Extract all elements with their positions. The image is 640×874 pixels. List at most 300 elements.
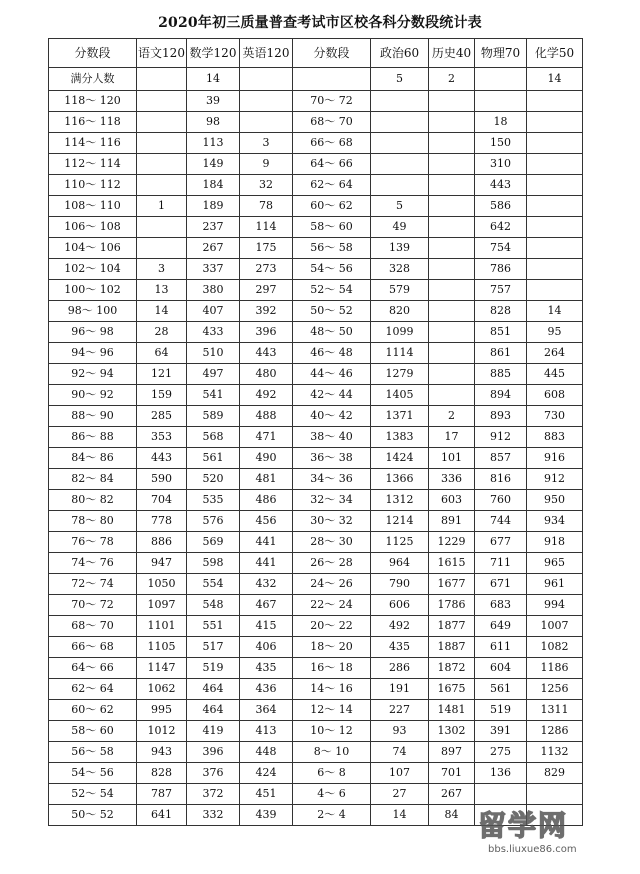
count-cell (371, 154, 429, 175)
count-cell: 332 (187, 805, 240, 826)
count-cell (429, 343, 475, 364)
count-cell (527, 112, 583, 133)
count-cell (371, 112, 429, 133)
score-range-cell: 60～ 62 (293, 196, 371, 217)
table-row (49, 364, 583, 385)
count-cell: 541 (187, 385, 240, 406)
count-cell: 5 (371, 196, 429, 217)
count-cell: 1286 (527, 721, 583, 742)
table-row (49, 322, 583, 343)
score-range-cell: 32～ 34 (293, 490, 371, 511)
count-cell: 237 (187, 217, 240, 238)
score-range-cell: 50～ 52 (49, 805, 137, 826)
score-range-cell: 48～ 50 (293, 322, 371, 343)
table-row (49, 553, 583, 574)
table-row (49, 511, 583, 532)
table-row (49, 658, 583, 679)
count-cell: 757 (475, 280, 527, 301)
count-cell: 380 (187, 280, 240, 301)
count-cell: 787 (137, 784, 187, 805)
count-cell: 711 (475, 553, 527, 574)
count-cell: 554 (187, 574, 240, 595)
header-english: 英语120 (240, 39, 293, 68)
count-cell: 598 (187, 553, 240, 574)
table-row (49, 532, 583, 553)
count-cell: 829 (527, 763, 583, 784)
count-cell: 994 (527, 595, 583, 616)
table-row (49, 91, 583, 112)
table-row (49, 301, 583, 322)
count-cell: 451 (240, 784, 293, 805)
count-cell: 1872 (429, 658, 475, 679)
count-cell: 1099 (371, 322, 429, 343)
score-range-cell: 54～ 56 (49, 763, 137, 784)
count-cell: 435 (371, 637, 429, 658)
header-chinese: 语文120 (137, 39, 187, 68)
count-cell: 1786 (429, 595, 475, 616)
count-cell (429, 217, 475, 238)
count-cell: 730 (527, 406, 583, 427)
score-range-cell: 40～ 42 (293, 406, 371, 427)
score-range-cell: 46～ 48 (293, 343, 371, 364)
score-range-cell: 38～ 40 (293, 427, 371, 448)
score-range-cell: 8～ 10 (293, 742, 371, 763)
score-range-cell: 94～ 96 (49, 343, 137, 364)
score-range-cell: 44～ 46 (293, 364, 371, 385)
table-row (49, 448, 583, 469)
count-cell: 943 (137, 742, 187, 763)
count-cell: 49 (371, 217, 429, 238)
count-cell: 611 (475, 637, 527, 658)
count-cell: 184 (187, 175, 240, 196)
score-range-cell: 86～ 88 (49, 427, 137, 448)
score-range-cell: 28～ 30 (293, 532, 371, 553)
count-cell: 641 (137, 805, 187, 826)
score-range-cell: 6～ 8 (293, 763, 371, 784)
score-range-cell: 64～ 66 (293, 154, 371, 175)
count-cell: 1675 (429, 679, 475, 700)
count-cell (527, 280, 583, 301)
score-range-cell: 96～ 98 (49, 322, 137, 343)
count-cell: 677 (475, 532, 527, 553)
count-cell (240, 68, 293, 91)
count-cell: 1125 (371, 532, 429, 553)
count-cell: 642 (475, 217, 527, 238)
count-cell: 439 (240, 805, 293, 826)
count-cell: 517 (187, 637, 240, 658)
count-cell: 1105 (137, 637, 187, 658)
score-range-cell: 16～ 18 (293, 658, 371, 679)
count-cell: 415 (240, 616, 293, 637)
score-range-cell: 24～ 26 (293, 574, 371, 595)
count-cell: 886 (137, 532, 187, 553)
count-cell: 744 (475, 511, 527, 532)
count-cell: 561 (187, 448, 240, 469)
table-row (49, 637, 583, 658)
count-cell: 3 (137, 259, 187, 280)
count-cell: 443 (137, 448, 187, 469)
count-cell: 114 (240, 217, 293, 238)
score-range-cell: 64～ 66 (49, 658, 137, 679)
count-cell: 964 (371, 553, 429, 574)
count-cell (429, 280, 475, 301)
count-cell: 310 (475, 154, 527, 175)
count-cell: 608 (527, 385, 583, 406)
score-range-cell: 62～ 64 (293, 175, 371, 196)
table-body (49, 68, 583, 826)
score-range-cell: 112～ 114 (49, 154, 137, 175)
score-range-cell: 110～ 112 (49, 175, 137, 196)
count-cell: 445 (527, 364, 583, 385)
score-range-cell: 66～ 68 (293, 133, 371, 154)
count-cell: 2 (429, 406, 475, 427)
count-cell: 486 (240, 490, 293, 511)
score-range-cell: 78～ 80 (49, 511, 137, 532)
count-cell (429, 154, 475, 175)
count-cell: 297 (240, 280, 293, 301)
count-cell: 1097 (137, 595, 187, 616)
watermark-logo (470, 800, 630, 864)
count-cell: 894 (475, 385, 527, 406)
count-cell: 113 (187, 133, 240, 154)
count-cell: 1311 (527, 700, 583, 721)
count-cell: 704 (137, 490, 187, 511)
score-range-cell: 2～ 4 (293, 805, 371, 826)
count-cell: 27 (371, 784, 429, 805)
count-cell: 519 (187, 658, 240, 679)
count-cell (429, 385, 475, 406)
table-row (49, 385, 583, 406)
count-cell: 18 (475, 112, 527, 133)
header-row (49, 39, 583, 68)
count-cell: 918 (527, 532, 583, 553)
count-cell: 1405 (371, 385, 429, 406)
count-cell: 883 (527, 427, 583, 448)
table-row (49, 742, 583, 763)
count-cell: 683 (475, 595, 527, 616)
table-row (49, 112, 583, 133)
table-row (49, 616, 583, 637)
count-cell (429, 364, 475, 385)
count-cell (429, 301, 475, 322)
count-cell: 1877 (429, 616, 475, 637)
count-cell: 227 (371, 700, 429, 721)
count-cell: 273 (240, 259, 293, 280)
count-cell: 406 (240, 637, 293, 658)
full-score-row (49, 68, 583, 91)
count-cell: 1371 (371, 406, 429, 427)
count-cell: 432 (240, 574, 293, 595)
count-cell (240, 91, 293, 112)
score-range-cell: 74～ 76 (49, 553, 137, 574)
count-cell: 1424 (371, 448, 429, 469)
count-cell (527, 175, 583, 196)
count-cell: 93 (371, 721, 429, 742)
count-cell: 436 (240, 679, 293, 700)
count-cell: 2 (429, 68, 475, 91)
count-cell: 603 (429, 490, 475, 511)
table-row (49, 196, 583, 217)
count-cell: 28 (137, 322, 187, 343)
count-cell (137, 91, 187, 112)
count-cell: 816 (475, 469, 527, 490)
table-row (49, 469, 583, 490)
count-cell: 456 (240, 511, 293, 532)
count-cell: 189 (187, 196, 240, 217)
count-cell: 671 (475, 574, 527, 595)
count-cell: 433 (187, 322, 240, 343)
table-row (49, 679, 583, 700)
count-cell: 13 (137, 280, 187, 301)
count-cell: 441 (240, 553, 293, 574)
count-cell: 150 (475, 133, 527, 154)
count-cell: 1186 (527, 658, 583, 679)
count-cell: 947 (137, 553, 187, 574)
count-cell: 1132 (527, 742, 583, 763)
count-cell (429, 322, 475, 343)
count-cell: 14 (137, 301, 187, 322)
count-cell: 519 (475, 700, 527, 721)
score-range-cell: 36～ 38 (293, 448, 371, 469)
count-cell: 857 (475, 448, 527, 469)
count-cell: 443 (475, 175, 527, 196)
table-row (49, 427, 583, 448)
score-range-cell: 92～ 94 (49, 364, 137, 385)
count-cell: 149 (187, 154, 240, 175)
score-range-cell: 62～ 64 (49, 679, 137, 700)
count-cell: 441 (240, 532, 293, 553)
count-cell: 551 (187, 616, 240, 637)
count-cell: 786 (475, 259, 527, 280)
count-cell (429, 91, 475, 112)
count-cell: 14 (371, 805, 429, 826)
score-range-cell: 102～ 104 (49, 259, 137, 280)
count-cell (475, 68, 527, 91)
score-range-cell: 104～ 106 (49, 238, 137, 259)
count-cell: 95 (527, 322, 583, 343)
count-cell: 285 (137, 406, 187, 427)
count-cell: 1229 (429, 532, 475, 553)
score-range-cell: 76～ 78 (49, 532, 137, 553)
score-range-cell: 34～ 36 (293, 469, 371, 490)
count-cell: 435 (240, 658, 293, 679)
count-cell: 934 (527, 511, 583, 532)
count-cell: 492 (240, 385, 293, 406)
count-cell (429, 259, 475, 280)
score-range-cell: 70～ 72 (49, 595, 137, 616)
count-cell: 885 (475, 364, 527, 385)
count-cell: 1114 (371, 343, 429, 364)
score-range-cell: 58～ 60 (49, 721, 137, 742)
count-cell: 1256 (527, 679, 583, 700)
table-title: 2020年初三质量普查考试市区校各科分数段统计表 (158, 15, 482, 31)
count-cell: 569 (187, 532, 240, 553)
score-range-cell: 4～ 6 (293, 784, 371, 805)
count-cell: 159 (137, 385, 187, 406)
count-cell: 590 (137, 469, 187, 490)
count-cell: 950 (527, 490, 583, 511)
count-cell (137, 175, 187, 196)
count-cell: 121 (137, 364, 187, 385)
score-range-cell: 116～ 118 (49, 112, 137, 133)
count-cell: 464 (187, 679, 240, 700)
count-cell: 961 (527, 574, 583, 595)
table-row (49, 238, 583, 259)
count-cell: 74 (371, 742, 429, 763)
count-cell: 101 (429, 448, 475, 469)
count-cell: 328 (371, 259, 429, 280)
count-cell (429, 175, 475, 196)
score-range-cell: 84～ 86 (49, 448, 137, 469)
count-cell: 191 (371, 679, 429, 700)
score-range-cell: 80～ 82 (49, 490, 137, 511)
score-range-cell: 90～ 92 (49, 385, 137, 406)
header-politics: 政治60 (371, 39, 429, 68)
count-cell: 561 (475, 679, 527, 700)
count-cell: 760 (475, 490, 527, 511)
score-range-cell: 106～ 108 (49, 217, 137, 238)
count-cell (137, 133, 187, 154)
count-cell: 1312 (371, 490, 429, 511)
count-cell: 492 (371, 616, 429, 637)
count-cell: 481 (240, 469, 293, 490)
score-range-cell: 72～ 74 (49, 574, 137, 595)
count-cell: 1 (137, 196, 187, 217)
table-row (49, 343, 583, 364)
score-range-cell: 114～ 116 (49, 133, 137, 154)
count-cell (527, 259, 583, 280)
count-cell: 520 (187, 469, 240, 490)
score-range-cell: 82～ 84 (49, 469, 137, 490)
score-range-cell: 满分人数 (49, 68, 137, 91)
count-cell: 264 (527, 343, 583, 364)
table-row (49, 490, 583, 511)
header-math: 数学120 (187, 39, 240, 68)
count-cell: 464 (187, 700, 240, 721)
score-range-cell: 26～ 28 (293, 553, 371, 574)
count-cell (527, 217, 583, 238)
table-row (49, 763, 583, 784)
count-cell (429, 196, 475, 217)
count-cell: 1279 (371, 364, 429, 385)
count-cell: 64 (137, 343, 187, 364)
count-cell: 413 (240, 721, 293, 742)
count-cell: 1302 (429, 721, 475, 742)
table-row (49, 259, 583, 280)
score-range-cell: 14～ 16 (293, 679, 371, 700)
count-cell: 372 (187, 784, 240, 805)
count-cell: 851 (475, 322, 527, 343)
count-cell: 391 (475, 721, 527, 742)
score-range-cell: 68～ 70 (293, 112, 371, 133)
count-cell: 1214 (371, 511, 429, 532)
count-cell (527, 154, 583, 175)
count-cell: 912 (527, 469, 583, 490)
count-cell: 136 (475, 763, 527, 784)
header-score-range-right: 分数段 (293, 39, 371, 68)
count-cell: 467 (240, 595, 293, 616)
count-cell: 861 (475, 343, 527, 364)
count-cell: 490 (240, 448, 293, 469)
count-cell: 1012 (137, 721, 187, 742)
score-range-cell (293, 68, 371, 91)
count-cell (371, 175, 429, 196)
count-cell (527, 196, 583, 217)
score-range-cell: 12～ 14 (293, 700, 371, 721)
count-cell: 510 (187, 343, 240, 364)
count-cell: 586 (475, 196, 527, 217)
count-cell (475, 91, 527, 112)
count-cell: 778 (137, 511, 187, 532)
count-cell: 497 (187, 364, 240, 385)
count-cell (527, 238, 583, 259)
count-cell (527, 133, 583, 154)
count-cell: 548 (187, 595, 240, 616)
count-cell: 267 (187, 238, 240, 259)
score-range-cell: 42～ 44 (293, 385, 371, 406)
score-range-cell: 68～ 70 (49, 616, 137, 637)
count-cell: 98 (187, 112, 240, 133)
count-cell: 471 (240, 427, 293, 448)
count-cell: 480 (240, 364, 293, 385)
table-row (49, 574, 583, 595)
table-row (49, 175, 583, 196)
count-cell: 107 (371, 763, 429, 784)
count-cell: 1615 (429, 553, 475, 574)
count-cell: 649 (475, 616, 527, 637)
count-cell: 891 (429, 511, 475, 532)
count-cell: 576 (187, 511, 240, 532)
score-range-cell: 56～ 58 (293, 238, 371, 259)
table-row (49, 217, 583, 238)
score-range-cell: 50～ 52 (293, 301, 371, 322)
count-cell: 78 (240, 196, 293, 217)
table-row (49, 280, 583, 301)
count-cell: 275 (475, 742, 527, 763)
score-range-cell: 66～ 68 (49, 637, 137, 658)
count-cell: 1366 (371, 469, 429, 490)
score-range-cell: 18～ 20 (293, 637, 371, 658)
count-cell (137, 112, 187, 133)
count-cell: 337 (187, 259, 240, 280)
count-cell: 392 (240, 301, 293, 322)
count-cell: 606 (371, 595, 429, 616)
count-cell: 912 (475, 427, 527, 448)
count-cell: 1050 (137, 574, 187, 595)
count-cell: 376 (187, 763, 240, 784)
count-cell: 897 (429, 742, 475, 763)
count-cell: 916 (527, 448, 583, 469)
count-cell: 1062 (137, 679, 187, 700)
score-range-cell: 100～ 102 (49, 280, 137, 301)
count-cell: 396 (240, 322, 293, 343)
count-cell (371, 133, 429, 154)
score-range-cell: 60～ 62 (49, 700, 137, 721)
count-cell: 286 (371, 658, 429, 679)
count-cell: 443 (240, 343, 293, 364)
count-cell (429, 133, 475, 154)
watermark-url: bbs.liuxue86.com (488, 844, 577, 855)
count-cell: 139 (371, 238, 429, 259)
score-range-cell: 20～ 22 (293, 616, 371, 637)
score-range-cell: 108～ 110 (49, 196, 137, 217)
count-cell: 175 (240, 238, 293, 259)
count-cell: 1677 (429, 574, 475, 595)
score-range-cell: 52～ 54 (49, 784, 137, 805)
table-row (49, 721, 583, 742)
header-score-range-left: 分数段 (49, 39, 137, 68)
count-cell: 893 (475, 406, 527, 427)
